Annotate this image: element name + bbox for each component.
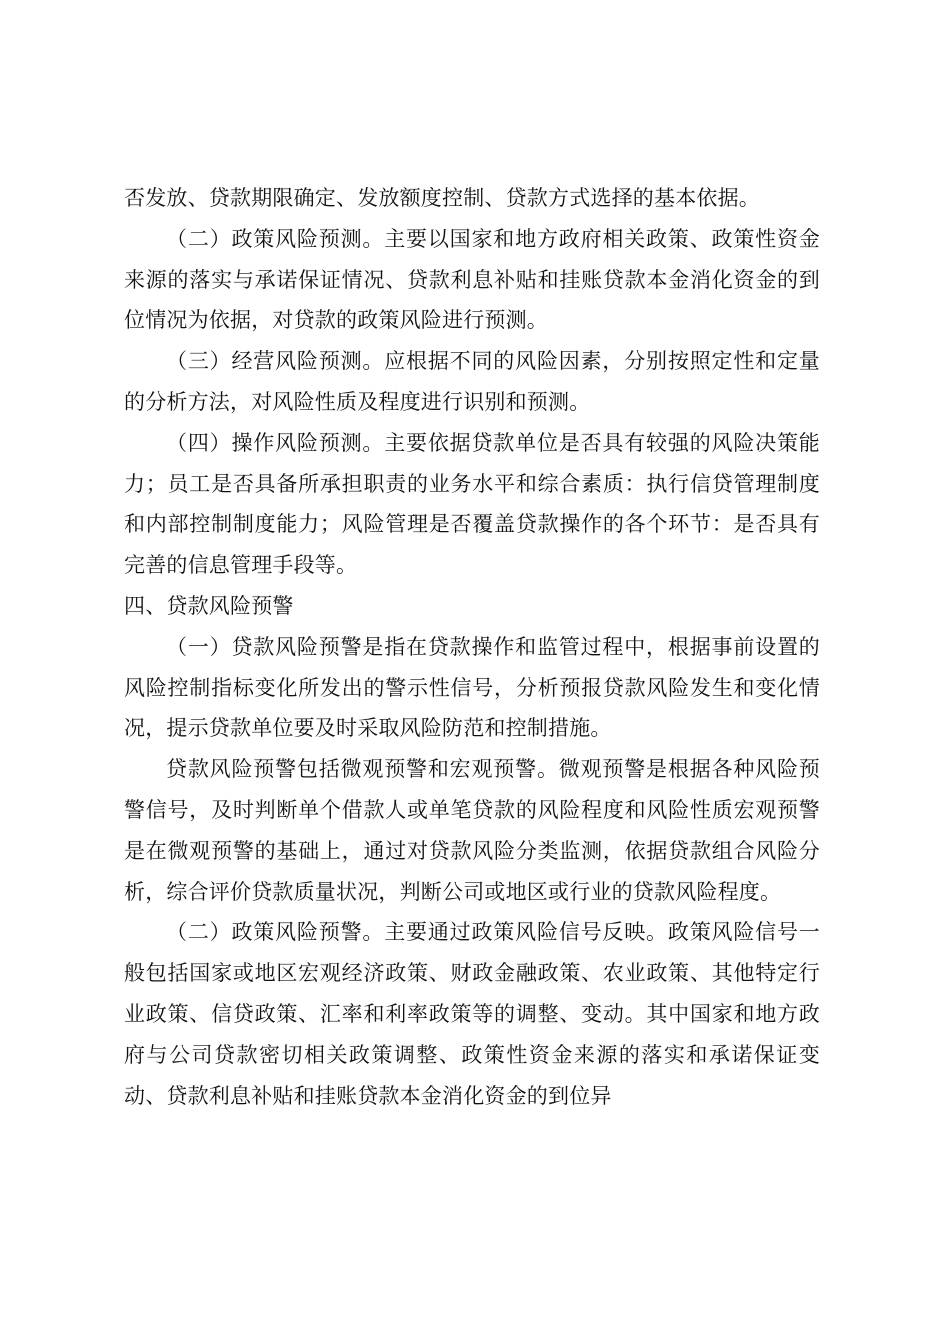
section-heading-loan-risk-warning: 四、贷款风险预警: [124, 593, 294, 618]
paragraph-continuation: 否发放、贷款期限确定、发放额度控制、贷款方式选择的基本依据。: [124, 186, 760, 210]
paragraph-operational-risk-forecast: （四）操作风险预测。主要依据贷款单位是否具有较强的风险决策能力；员工是否具备所承担职责的业务水平和综合素质：执行信贷管理制度和内部控制制度能力；风险管理是否覆盖贷款操作的各个环节：是否具有完善的信息管理手段等。: [124, 430, 820, 578]
paragraph-micro-macro-warning: 贷款风险预警包括微观预警和宏观预警。微观预警是根据各种风险预警信号，及时判断单个借款人或单笔贷款的风险程度和风险性质宏观预警是在微观预警的基础上，通过对贷款风险分类监测，依据贷款组合风险分析，综合评价贷款质量状况，判断公司或地区或行业的贷款风险程度。: [124, 757, 820, 904]
paragraph-risk-warning-definition: （一）贷款风险预警是指在贷款操作和监管过程中，根据事前设置的风险控制指标变化所发出的警示性信号，分析预报贷款风险发生和变化情况，提示贷款单位要及时采取风险防范和控制措施。: [124, 634, 820, 741]
paragraph-operating-risk-forecast: （三）经营风险预测。应根据不同的风险因素，分别按照定性和定量的分析方法，对风险性质及程度进行识别和预测。: [124, 349, 820, 414]
paragraph-policy-risk-warning: （二）政策风险预警。主要通过政策风险信号反映。政策风险信号一般包括国家或地区宏观经济政策、财政金融政策、农业政策、其他特定行业政策、信贷政策、汇率和利率政策等的调整、变动。其中国家和地方政府与公司贷款密切相关政策调整、政策性资金来源的落实和承诺保证变动、贷款利息补贴和挂账贷款本金消化资金的到位异: [124, 920, 820, 1108]
paragraph-policy-risk-forecast: （二）政策风险预测。主要以国家和地方政府相关政策、政策性资金来源的落实与承诺保证情况、贷款利息补贴和挂账贷款本金消化资金的到位情况为依据，对贷款的政策风险进行预测。: [124, 226, 820, 333]
document-body: [124, 178, 820, 1116]
